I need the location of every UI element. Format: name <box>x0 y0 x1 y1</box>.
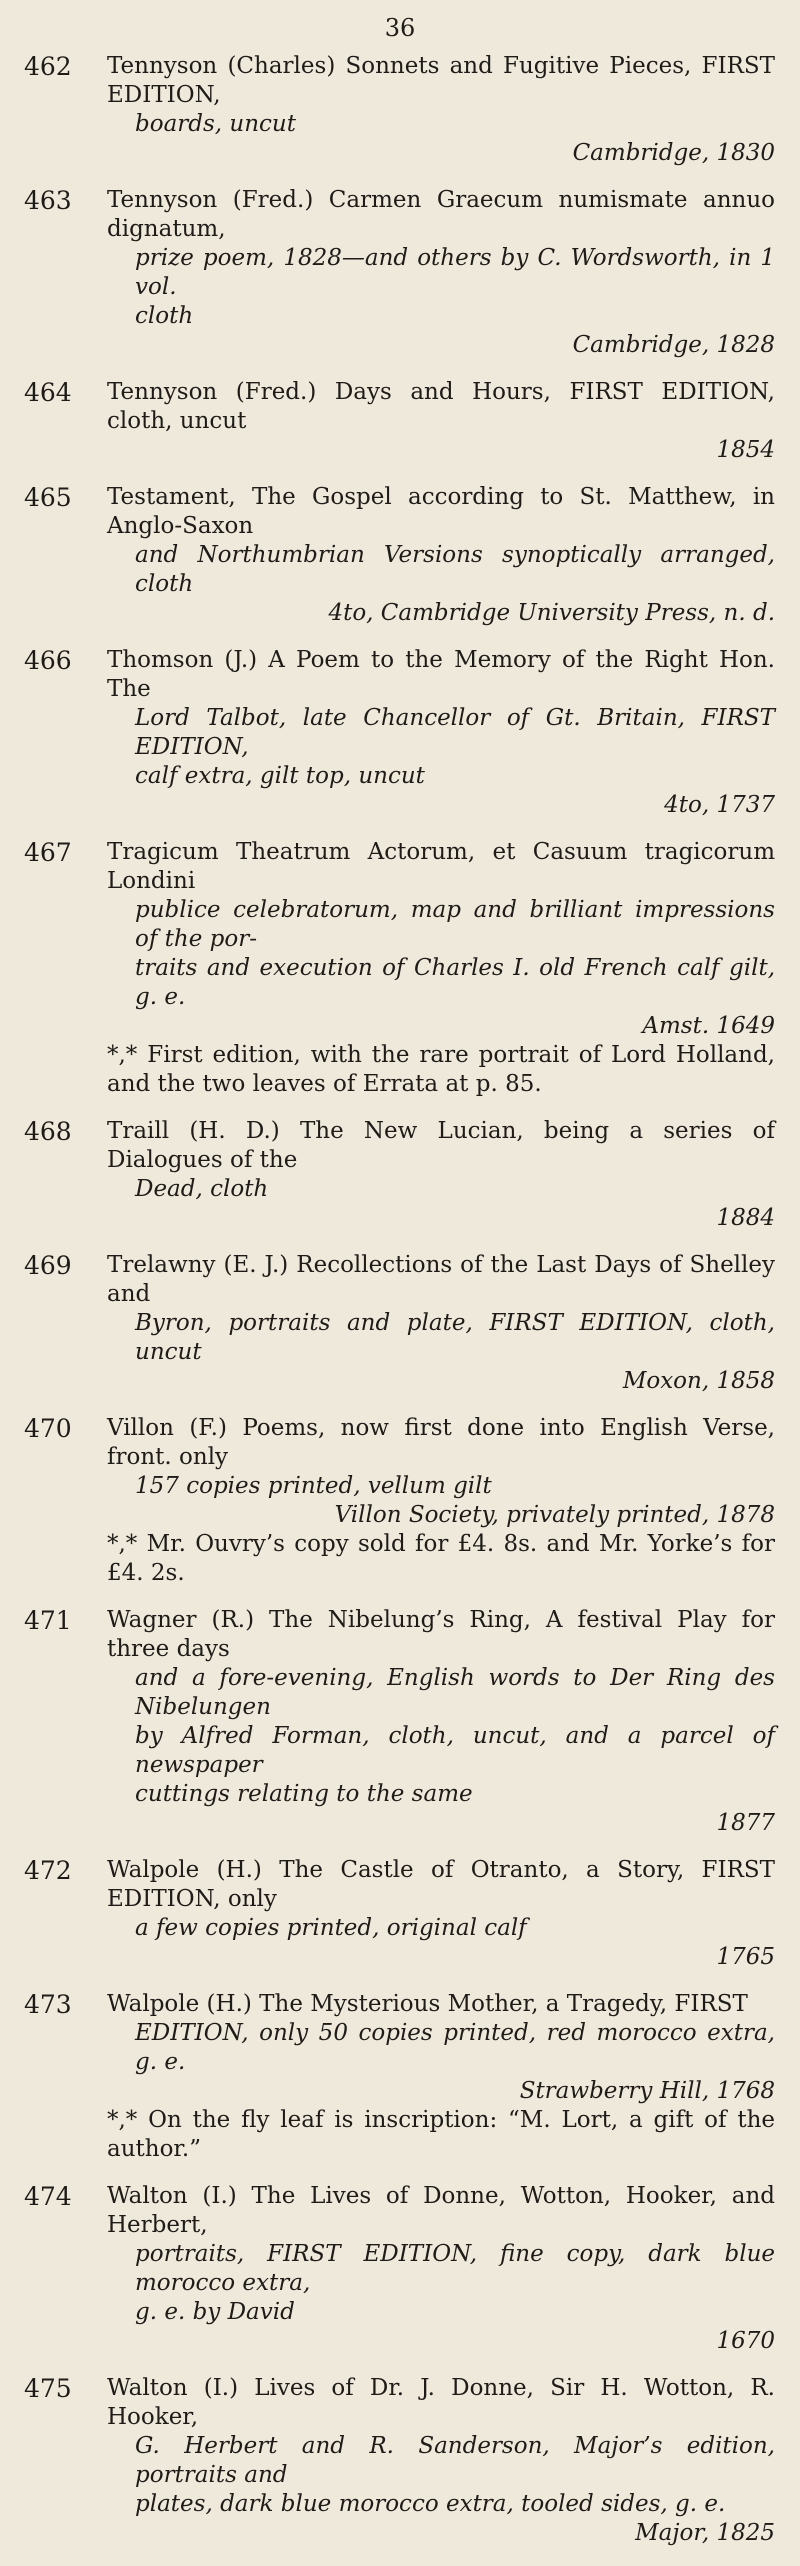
entry-line: 157 copies printed, vellum gilt <box>135 1473 492 1499</box>
entry-line: a few copies printed, original calf <box>135 1915 527 1941</box>
catalogue-entry <box>0 186 800 360</box>
entry-note: *,* On the fly leaf is inscription: “M. Lort, a gift of the author.” <box>107 2107 775 2162</box>
entry-line: Tennyson (Charles) Sonnets and Fugitive Pieces, FIRST EDITION, <box>107 53 775 108</box>
lot-number: 462 <box>24 52 72 81</box>
entry-note: *,* First edition, with the rare portrait of Lord Holland, and the two leaves of Errata at p. 85. <box>107 1042 775 1097</box>
entry-line: traits and execution of Charles I. old French calf gilt, g. e. <box>135 955 775 1010</box>
entry-line: Trelawny (E. J.) Recollections of the Last Days of Shelley and <box>107 1252 775 1307</box>
entry-line: Walton (I.) The Lives of Donne, Wotton, Hooker, and Herbert, <box>107 2183 775 2238</box>
entry-line: Dead, cloth <box>135 1176 269 1202</box>
catalogue-entries <box>0 52 800 2566</box>
entry-line: calf extra, gilt top, uncut <box>135 763 425 789</box>
catalogue-entry <box>0 483 800 628</box>
lot-number: 471 <box>24 1606 72 1635</box>
entry-line: and a fore-evening, English words to Der Ring des Nibelungen <box>135 1665 775 1720</box>
entry-line: Walpole (H.) The Mysterious Mother, a Tragedy, FIRST <box>107 1991 748 2017</box>
entry-imprint: Strawberry Hill, 1768 <box>519 2078 775 2104</box>
entry-imprint: Moxon, 1858 <box>622 1368 775 1394</box>
catalogue-entry <box>0 1990 800 2164</box>
lot-number: 464 <box>24 378 72 407</box>
lot-number: 469 <box>24 1251 72 1280</box>
catalogue-entry <box>0 646 800 820</box>
catalogue-entry <box>0 838 800 1099</box>
entry-line: Tennyson (Fred.) Days and Hours, FIRST EDITION, cloth, uncut <box>107 379 775 434</box>
entry-note: *,* Mr. Ouvry’s copy sold for £4. 8s. and Mr. Yorke’s for £4. 2s. <box>107 1531 775 1586</box>
entry-line: Traill (H. D.) The New Lucian, being a series of Dialogues of the <box>107 1118 775 1173</box>
entry-line: cuttings relating to the same <box>135 1781 473 1807</box>
entry-line: Wagner (R.) The Nibelung’s Ring, A festival Play for three days <box>107 1607 775 1662</box>
lot-number: 470 <box>24 1414 72 1443</box>
lot-number: 463 <box>24 186 72 215</box>
entry-imprint: Cambridge, 1828 <box>572 332 775 358</box>
entry-imprint: Amst. 1649 <box>642 1013 775 1039</box>
entry-line: G. Herbert and R. Sanderson, Major’s edition, portraits and <box>135 2433 775 2488</box>
catalogue-entry <box>0 1606 800 1838</box>
entry-line: Tennyson (Fred.) Carmen Graecum numismate annuo dignatum, <box>107 187 775 242</box>
catalogue-entry <box>0 2374 800 2548</box>
entry-imprint: 1670 <box>716 2328 775 2354</box>
catalogue-entry <box>0 1414 800 1588</box>
entry-imprint: Major, 1825 <box>635 2520 775 2546</box>
entry-line: Walton (I.) Lives of Dr. J. Donne, Sir H. Wotton, R. Hooker, <box>107 2375 775 2430</box>
catalogue-entry <box>0 52 800 168</box>
lot-number: 467 <box>24 838 72 867</box>
lot-number: 468 <box>24 1117 72 1146</box>
entry-line: Thomson (J.) A Poem to the Memory of the Right Hon. The <box>107 647 775 702</box>
catalogue-entry <box>0 2182 800 2356</box>
entry-imprint: Villon Society, privately printed, 1878 <box>334 1502 775 1528</box>
entry-line: Tragicum Theatrum Actorum, et Casuum tragicorum Londini <box>107 839 775 894</box>
entry-line: boards, uncut <box>135 111 296 137</box>
entry-imprint: 1877 <box>716 1810 775 1836</box>
lot-number: 472 <box>24 1856 72 1885</box>
entry-imprint: 4to, 1737 <box>664 792 775 818</box>
entry-line: and Northumbrian Versions synoptically arranged, cloth <box>135 542 775 597</box>
lot-number: 473 <box>24 1990 72 2019</box>
entry-line: plates, dark blue morocco extra, tooled sides, g. e. <box>135 2491 726 2517</box>
entry-line: cloth <box>135 303 194 329</box>
entry-line: g. e. by David <box>135 2299 295 2325</box>
entry-imprint: Cambridge, 1830 <box>572 140 775 166</box>
catalogue-entry <box>0 1856 800 1972</box>
catalogue-entry <box>0 1117 800 1233</box>
entry-line: by Alfred Forman, cloth, uncut, and a parcel of newspaper <box>135 1723 775 1778</box>
catalogue-entry <box>0 378 800 465</box>
entry-imprint: 4to, Cambridge University Press, n. d. <box>328 600 775 626</box>
entry-line: EDITION, only 50 copies printed, red morocco extra, g. e. <box>135 2020 775 2075</box>
entry-line: Villon (F.) Poems, now first done into English Verse, front. only <box>107 1415 775 1470</box>
entry-line: Walpole (H.) The Castle of Otranto, a Story, FIRST EDITION, only <box>107 1857 775 1912</box>
lot-number: 474 <box>24 2182 72 2211</box>
lot-number: 465 <box>24 483 72 512</box>
entry-line: Byron, portraits and plate, FIRST EDITION, cloth, uncut <box>135 1310 775 1365</box>
page-number: 36 <box>384 14 416 42</box>
lot-number: 466 <box>24 646 72 675</box>
entry-line: Lord Talbot, late Chancellor of Gt. Britain, FIRST EDITION, <box>135 705 775 760</box>
entry-line: Testament, The Gospel according to St. Matthew, in Anglo-Saxon <box>107 484 775 539</box>
catalogue-entry <box>0 1251 800 1396</box>
entry-imprint: 1765 <box>716 1944 775 1970</box>
entry-imprint: 1884 <box>716 1205 775 1231</box>
entry-line: prize poem, 1828—and others by C. Wordsworth, in 1 vol. <box>135 245 775 300</box>
lot-number: 475 <box>24 2374 72 2403</box>
entry-line: publice celebratorum, map and brilliant impressions of the por- <box>135 897 775 952</box>
entry-line: portraits, FIRST EDITION, fine copy, dark blue morocco extra, <box>135 2241 775 2296</box>
entry-imprint: 1854 <box>716 437 775 463</box>
